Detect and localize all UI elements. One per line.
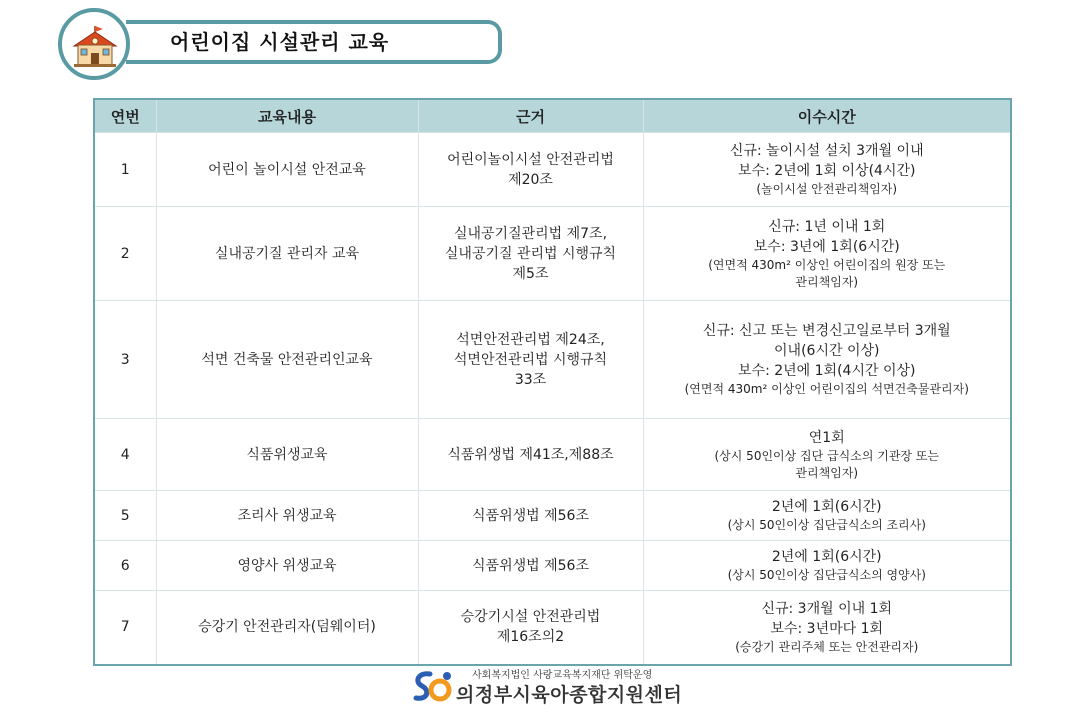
footer-subtitle: 사회복지법인 사랑교육복지재단 위탁운영 — [472, 670, 653, 681]
hours-note: (상시 50인이상 집단 급식소의 기관장 또는 — [714, 448, 939, 463]
hours-line: 2년에 1회(6시간) — [771, 499, 882, 515]
row-number: 5 — [94, 491, 156, 541]
center-logo-icon — [410, 668, 454, 706]
row-number: 6 — [94, 541, 156, 591]
table-header-row — [94, 99, 1011, 133]
page-title: 어린이집 시설관리 교육 — [170, 30, 390, 54]
completion-hours — [643, 419, 1011, 491]
hours-line: 이내(6시간 이상) — [774, 343, 880, 359]
education-table — [93, 98, 1012, 666]
school-building-icon — [72, 24, 118, 68]
hours-line: 신규: 1년 이내 1회 — [768, 218, 886, 235]
education-content: 실내공기질 관리자 교육 — [156, 207, 418, 301]
hours-note: 관리책임자) — [795, 274, 859, 289]
basis-line: 제20조 — [508, 171, 553, 188]
education-content: 석면 건축물 안전관리인교육 — [156, 301, 418, 419]
hours-note: (연면적 430m² 이상인 어린이집의 원장 또는 — [708, 257, 946, 272]
hours-line: 보수: 2년에 1회 이상(4시간) — [738, 163, 916, 179]
education-content: 어린이 놀이시설 안전교육 — [156, 133, 418, 207]
hours-line: 2년에 1회(6시간) — [771, 549, 882, 565]
completion-hours — [643, 541, 1011, 591]
table-row — [94, 591, 1011, 665]
hours-line: 신규: 놀이시설 설치 3개월 이내 — [729, 143, 924, 159]
basis-line: 실내공기질관리법 제7조, — [453, 225, 608, 242]
hours-line: 보수: 2년에 1회(4시간 이상) — [738, 363, 916, 379]
footer-org-name: 의정부시육아종합지원센터 — [456, 684, 683, 706]
basis-line: 석면안전관리법 제24조, — [456, 331, 605, 348]
basis-line: 제5조 — [512, 265, 549, 282]
completion-hours — [643, 207, 1011, 301]
legal-basis — [418, 491, 643, 541]
basis-line: 실내공기질 관리법 시행규칙 — [444, 245, 617, 262]
hours-note: (놀이시설 안전관리책임자) — [756, 182, 898, 196]
education-content: 조리사 위생교육 — [156, 491, 418, 541]
hours-line: 신규: 신고 또는 변경신고일로부터 3개월 — [702, 323, 951, 339]
table-row — [94, 491, 1011, 541]
hours-line: 신규: 3개월 이내 1회 — [761, 600, 893, 617]
table-row — [94, 301, 1011, 419]
basis-line: 식품위생법 제56조 — [472, 507, 589, 524]
basis-line: 어린이놀이시설 안전관리법 — [447, 151, 614, 168]
school-icon-badge — [58, 8, 130, 80]
column-header-content: 교육내용 — [156, 99, 418, 133]
row-number: 7 — [94, 591, 156, 665]
row-number: 4 — [94, 419, 156, 491]
table-row — [94, 133, 1011, 207]
basis-line: 식품위생법 제56조 — [472, 557, 589, 574]
hours-line: 연1회 — [808, 429, 845, 446]
completion-hours — [643, 591, 1011, 665]
column-header-basis: 근거 — [418, 99, 643, 133]
hours-note: (연면적 430m² 이상인 어린이집의 석면건축물관리자) — [684, 382, 969, 396]
table-row — [94, 207, 1011, 301]
table-row — [94, 541, 1011, 591]
hours-line: 보수: 3년에 1회(6시간) — [753, 238, 900, 255]
legal-basis — [418, 419, 643, 491]
row-number: 1 — [94, 133, 156, 207]
hours-note: 관리책임자) — [795, 465, 859, 480]
hours-note: (상시 50인이상 집단급식소의 조리사) — [727, 518, 926, 532]
basis-line: 식품위생법 제41조,제88조 — [447, 446, 614, 463]
row-number: 2 — [94, 207, 156, 301]
footer-logo — [410, 664, 710, 709]
legal-basis — [418, 133, 643, 207]
basis-line: 석면안전관리법 시행규칙 — [453, 351, 608, 368]
completion-hours — [643, 133, 1011, 207]
column-header-hours: 이수시간 — [643, 99, 1011, 133]
basis-line: 승강기시설 안전관리법 — [460, 609, 601, 626]
row-number: 3 — [94, 301, 156, 419]
completion-hours — [643, 491, 1011, 541]
basis-line: 제16조의2 — [496, 629, 565, 646]
hours-note: (승강기 관리주체 또는 안전관리자) — [735, 639, 919, 654]
education-content: 승강기 안전관리자(덤웨이터) — [156, 591, 418, 665]
legal-basis — [418, 301, 643, 419]
hours-note: (상시 50인이상 집단급식소의 영양사) — [727, 568, 926, 582]
legal-basis — [418, 207, 643, 301]
education-content: 식품위생교육 — [156, 419, 418, 491]
education-content: 영양사 위생교육 — [156, 541, 418, 591]
basis-line: 33조 — [514, 371, 547, 388]
column-header-number: 연번 — [94, 99, 156, 133]
hours-line: 보수: 3년마다 1회 — [770, 620, 884, 637]
legal-basis — [418, 591, 643, 665]
table-row — [94, 419, 1011, 491]
completion-hours — [643, 301, 1011, 419]
legal-basis — [418, 541, 643, 591]
